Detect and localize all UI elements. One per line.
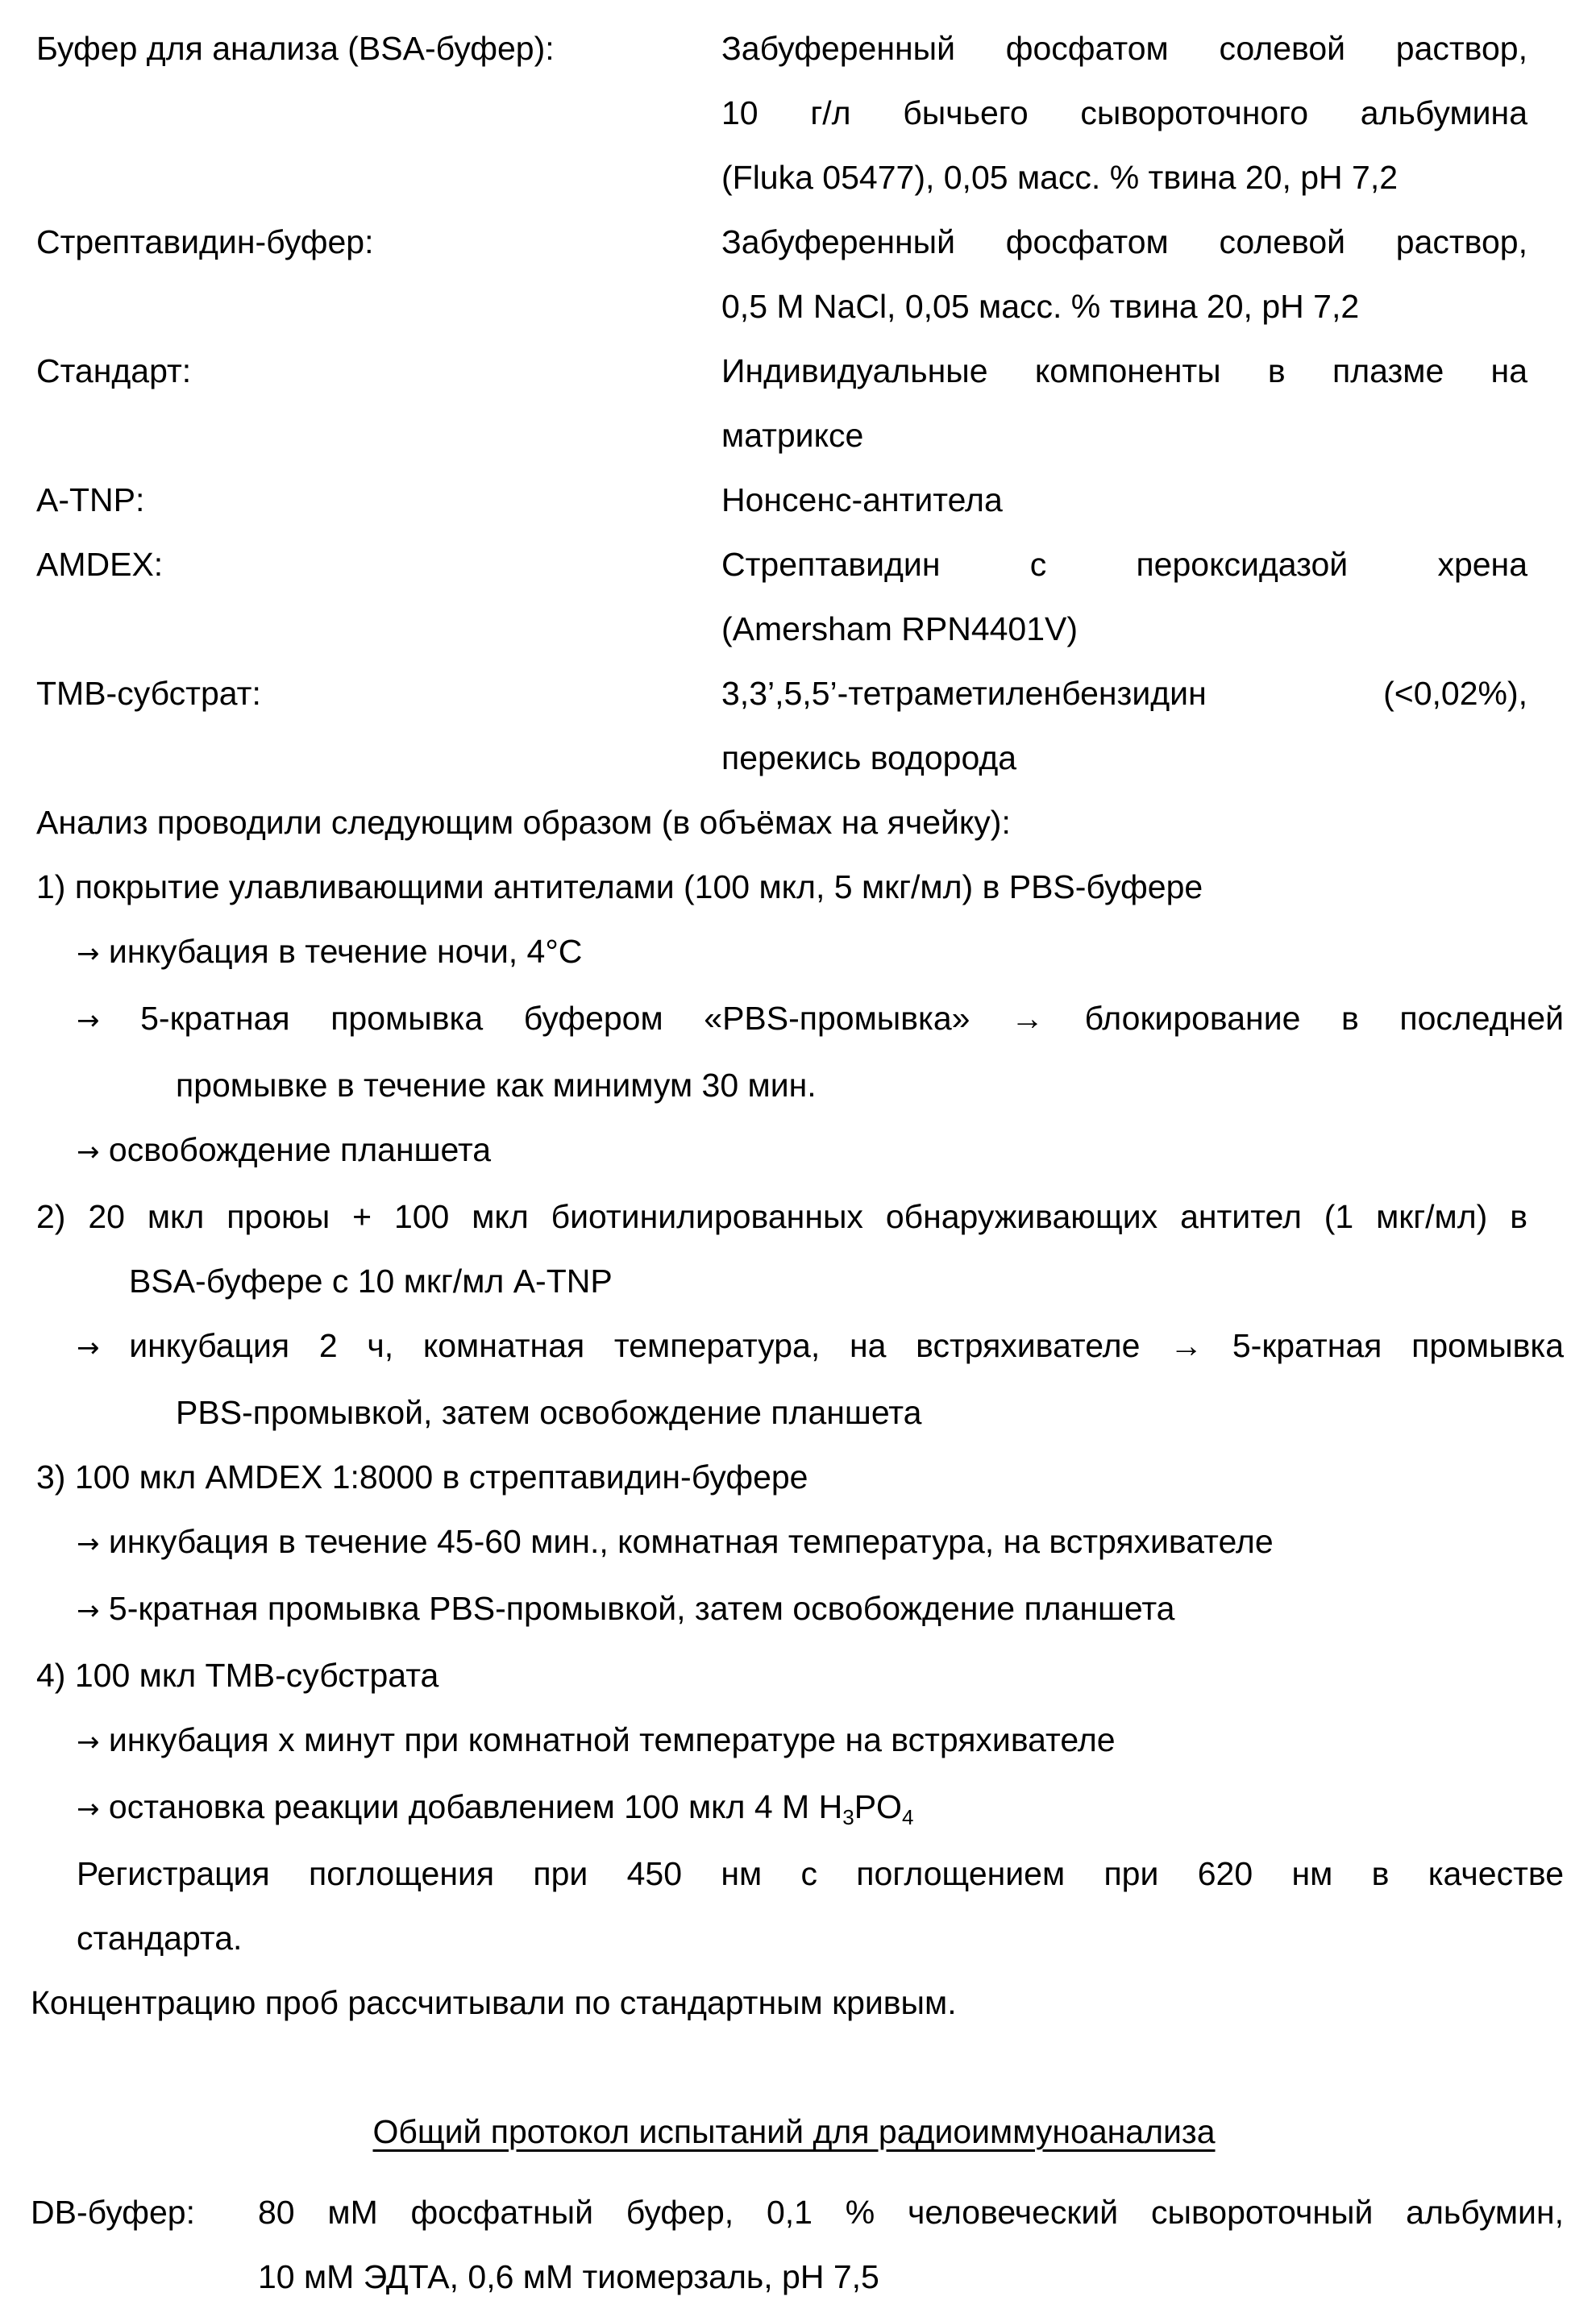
substep-text bbox=[108, 1788, 914, 1829]
substep bbox=[0, 1708, 1564, 1774]
definition-tmb-substrate bbox=[0, 661, 1596, 790]
definition-streptavidin-buffer bbox=[0, 210, 1596, 339]
substep-text: инкубация 2 ч, комнатная температура, на встряхивателе → 5-кратная промывка bbox=[129, 1327, 1564, 1364]
definition-label: Стандарт: bbox=[36, 352, 192, 389]
substep-text: освобождение планшета bbox=[108, 1131, 492, 1168]
definition-line: 10 мМ ЭДТА, 0,6 мМ тиомерзаль, pH 7,5 bbox=[258, 2258, 879, 2295]
arrow-right-icon: → bbox=[77, 1332, 100, 1364]
substep bbox=[0, 986, 1564, 1053]
definition-line: Стрептавидин с пероксидазой хрена bbox=[721, 546, 1527, 583]
definition-label: ТМВ-субстрат: bbox=[36, 675, 261, 712]
definition-amdex bbox=[0, 532, 1596, 661]
substep-text: инкубация x минут при комнатной температуре на встряхивателе bbox=[108, 1721, 1116, 1758]
definition-line: Забуференный фосфатом солевой раствор, bbox=[721, 223, 1527, 260]
note-line: Регистрация поглощения при 450 нм с поглощением при 620 нм в качестве bbox=[77, 1855, 1564, 1892]
definition-value bbox=[721, 16, 1527, 210]
definition-value bbox=[721, 210, 1527, 339]
definition-value bbox=[721, 661, 1527, 790]
formula-part: остановка реакции добавлением 100 мкл 4 M H bbox=[108, 1788, 843, 1825]
definition-line: (Amersham RPN4401V) bbox=[721, 610, 1079, 647]
step-line-wrapper bbox=[0, 1184, 1527, 1249]
definition-label: AMDEX: bbox=[36, 546, 164, 583]
definition-line: Индивидуальные компоненты в плазме на bbox=[721, 352, 1527, 389]
formula-part: PO bbox=[854, 1788, 902, 1825]
substep bbox=[0, 1117, 1564, 1184]
substep-text: инкубация в течение ночи, 4°C bbox=[108, 933, 583, 970]
definition-line: 80 мМ фосфатный буфер, 0,1 % человеческий сывороточный альбумин, bbox=[258, 2194, 1564, 2231]
procedure-step-4 bbox=[0, 1643, 1596, 1970]
definition-db-buffer bbox=[0, 2180, 1596, 2309]
arrow-right-icon: → bbox=[77, 938, 100, 970]
definition-line: Нонсенс-антитела bbox=[721, 481, 1003, 518]
definition-value bbox=[258, 2180, 1564, 2309]
definition-line: Забуференный фосфатом солевой раствор, bbox=[721, 30, 1527, 67]
definition-bsa-buffer bbox=[0, 16, 1596, 210]
procedure-intro: Анализ проводили следующим образом (в объёмах на ячейку): bbox=[36, 804, 1011, 841]
procedure-step-1 bbox=[0, 855, 1596, 1184]
definition-value bbox=[721, 532, 1527, 661]
substep bbox=[0, 919, 1564, 986]
definition-label: DB-буфер: bbox=[31, 2194, 195, 2231]
document-page bbox=[0, 16, 1596, 2309]
arrow-right-icon: → bbox=[77, 1793, 100, 1825]
arrow-right-icon: → bbox=[77, 1005, 100, 1037]
arrow-right-icon: → bbox=[77, 1726, 100, 1758]
definition-line: 3,3’,5,5’-тетраметиленбензидин (<0,02%), bbox=[721, 675, 1527, 712]
definition-standard bbox=[0, 339, 1596, 468]
substep-continuation: промывке в течение как минимум 30 мин. bbox=[176, 1067, 817, 1104]
substep bbox=[0, 1576, 1564, 1643]
arrow-right-icon: → bbox=[77, 1136, 100, 1168]
substep-text: 5-кратная промывка PBS-промывкой, затем освобождение планшета bbox=[108, 1590, 1175, 1627]
substep bbox=[0, 1774, 1564, 1841]
definition-line: 0,5 M NaCl, 0,05 масс. % твина 20, pH 7,2 bbox=[721, 288, 1360, 325]
conclusion: Концентрацию проб рассчитывали по стандартным кривым. bbox=[31, 1984, 957, 2021]
definition-line: перекись водорода bbox=[721, 739, 1017, 776]
section-heading-text: Общий протокол испытаний для радиоиммуноанализа bbox=[372, 2113, 1216, 2150]
formula-subscript: 3 bbox=[842, 1805, 854, 1829]
definition-line: 10 г/л бычьего сывороточного альбумина bbox=[721, 94, 1527, 131]
step-text: 1) покрытие улавливающими антителами (100 мкл, 5 мкг/мл) в PBS-буфере bbox=[36, 868, 1203, 905]
measurement-note bbox=[0, 1841, 1564, 1970]
step-continuation: BSA-буфере с 10 мкг/мл A-TNP bbox=[129, 1263, 613, 1300]
substep bbox=[0, 1509, 1564, 1576]
definition-label: Буфер для анализа (BSA-буфер): bbox=[36, 30, 555, 67]
step-text: 2) 20 мкл проюы + 100 мкл биотинилированных обнаруживающих антител (1 мкг/мл) в bbox=[36, 1198, 1527, 1235]
definition-value bbox=[721, 339, 1527, 468]
definition-label: A-TNP: bbox=[36, 481, 145, 518]
reagent-definitions bbox=[0, 16, 1596, 790]
definition-label: Стрептавидин-буфер: bbox=[36, 223, 374, 260]
note-line: стандарта. bbox=[77, 1920, 243, 1957]
substep-text: 5-кратная промывка буфером «PBS-промывка» → блокирование в последней bbox=[140, 1000, 1564, 1037]
formula-subscript: 4 bbox=[901, 1805, 914, 1829]
step-text: 3) 100 мкл AMDEX 1:8000 в стрептавидин-буфере bbox=[36, 1458, 808, 1496]
definition-line: (Fluka 05477), 0,05 масс. % твина 20, pH 7,2 bbox=[721, 159, 1399, 196]
procedure-step-2 bbox=[0, 1184, 1596, 1445]
definition-line: матриксе bbox=[721, 417, 864, 454]
substep-continuation: PBS-промывкой, затем освобождение планшета bbox=[176, 1394, 922, 1431]
arrow-right-icon: → bbox=[77, 1595, 100, 1627]
substep-text: инкубация в течение 45-60 мин., комнатная температура, на встряхивателе bbox=[108, 1523, 1274, 1560]
procedure-step-3 bbox=[0, 1445, 1596, 1643]
substep bbox=[0, 1313, 1564, 1380]
step-text: 4) 100 мкл ТМВ-субстрата bbox=[36, 1657, 439, 1694]
definition-value bbox=[721, 468, 1527, 532]
arrow-right-icon: → bbox=[77, 1528, 100, 1560]
section-heading bbox=[0, 2099, 1596, 2164]
definition-a-tnp bbox=[0, 468, 1596, 532]
